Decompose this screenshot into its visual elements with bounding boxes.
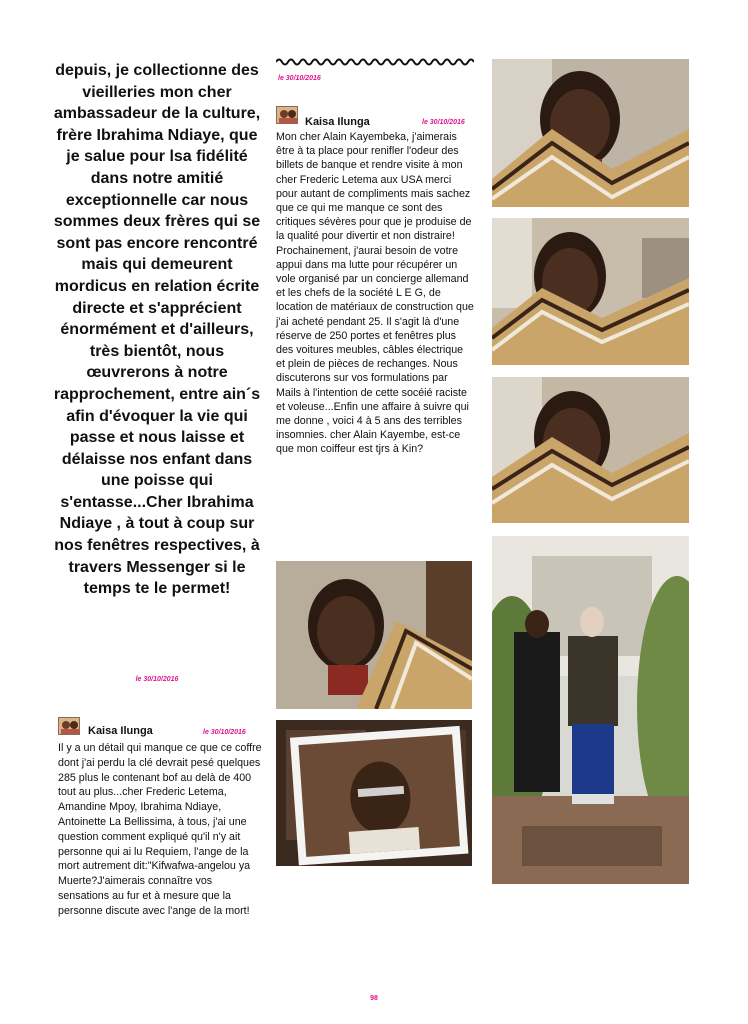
comment-date: le 30/10/2016 bbox=[422, 119, 465, 126]
page-number: 98 bbox=[370, 995, 378, 1002]
comment-body: Mon cher Alain Kayembeka, j'aimerais être à ta place pour renifler l'odeur des billets de banque et rendre visite à mon cher Frederic Letema aux USA merci pour autant de compliments mais sachez que ce qui me manque ce sont des critiques sévères pour que je produise de la qualité pour divertir et non distraire! Prochainement, j'aurai besoin de votre appui dans ma lutte pour récupérer un vole organisé par un concierge allemand et les chefs de la société L E G, de location de matériaux de construction que j'ai acheté pendant 25. Il s'agit là d'une réserve de 250 portes et fenêtres plus des voitures meubles, câbles électrique et plein de pièces de rechanges. Nous discuterons sur vos formulations par Mails à l'intention de cette socéié raciste et voleuse...Enfin une affaire à suivre qui me donne , voici 4 à 5 ans des terribles insomnies. cher Alain Kayembe, est-ce que mon coiffeur est tjrs à Kin? bbox=[276, 131, 474, 456]
photo-two-men-outdoors bbox=[492, 536, 689, 884]
comment-author[interactable]: Kaisa Ilunga bbox=[305, 116, 370, 128]
avatar bbox=[58, 717, 80, 735]
avatar bbox=[276, 106, 298, 124]
photo-portrait bbox=[492, 59, 689, 207]
article-text: depuis, je collectionne des vieilleries mon cher ambassadeur de la culture, frère Ibrahima Ndiaye, que je salue pour lsa fidélité dans notre amitié exceptionnelle car nous sommes deux frères qui se sont pas encore rencontré mais qui demeurent mordicus en relation écrite directe et s'apprécient énormément et d'ailleurs, très bientôt, nous œuvrerons à notre rapprochement, entre ain´s afin d'évoquer la vie qui passe et nous laisse et délaisse nos enfant dans une poisse qui s'entasse...Cher Ibrahima Ndiaye , à tout à coup sur nos fenêtres respectives, à travers Messenger si le temps te le permet! bbox=[53, 62, 261, 598]
article-date: le 30/10/2016 bbox=[135, 676, 179, 683]
comment-author[interactable]: Kaisa Ilunga bbox=[88, 725, 153, 737]
comment-date: le 30/10/2016 bbox=[203, 729, 246, 736]
section-date: le 30/10/2016 bbox=[278, 75, 321, 82]
photo-portrait bbox=[276, 561, 472, 709]
photo-portrait bbox=[492, 377, 689, 523]
comment-body: Il y a un détail qui manque ce que ce coffre dont j'ai perdu la clé devrait pesé quelques 285 plus le contenant bof au delà de 400 tout au plus...cher Frederic Letema, Amandine Mpoy, Ibrahima Ndiaye, Antoinette La Bellissima, à tous, j'ai une question comment expliqué qu'il n'y ait personne qui ai lu Requiem, l'ange de la mort autrement dit:"Kifwafwa-angelou ya Muerte?J'aimerais connaître vos sensations au fur et à mesure que la personne discute avec l'ange de la mort! bbox=[58, 742, 262, 917]
wavy-divider bbox=[276, 54, 474, 72]
photo-framed-portrait bbox=[276, 720, 472, 866]
photo-portrait bbox=[492, 218, 689, 365]
